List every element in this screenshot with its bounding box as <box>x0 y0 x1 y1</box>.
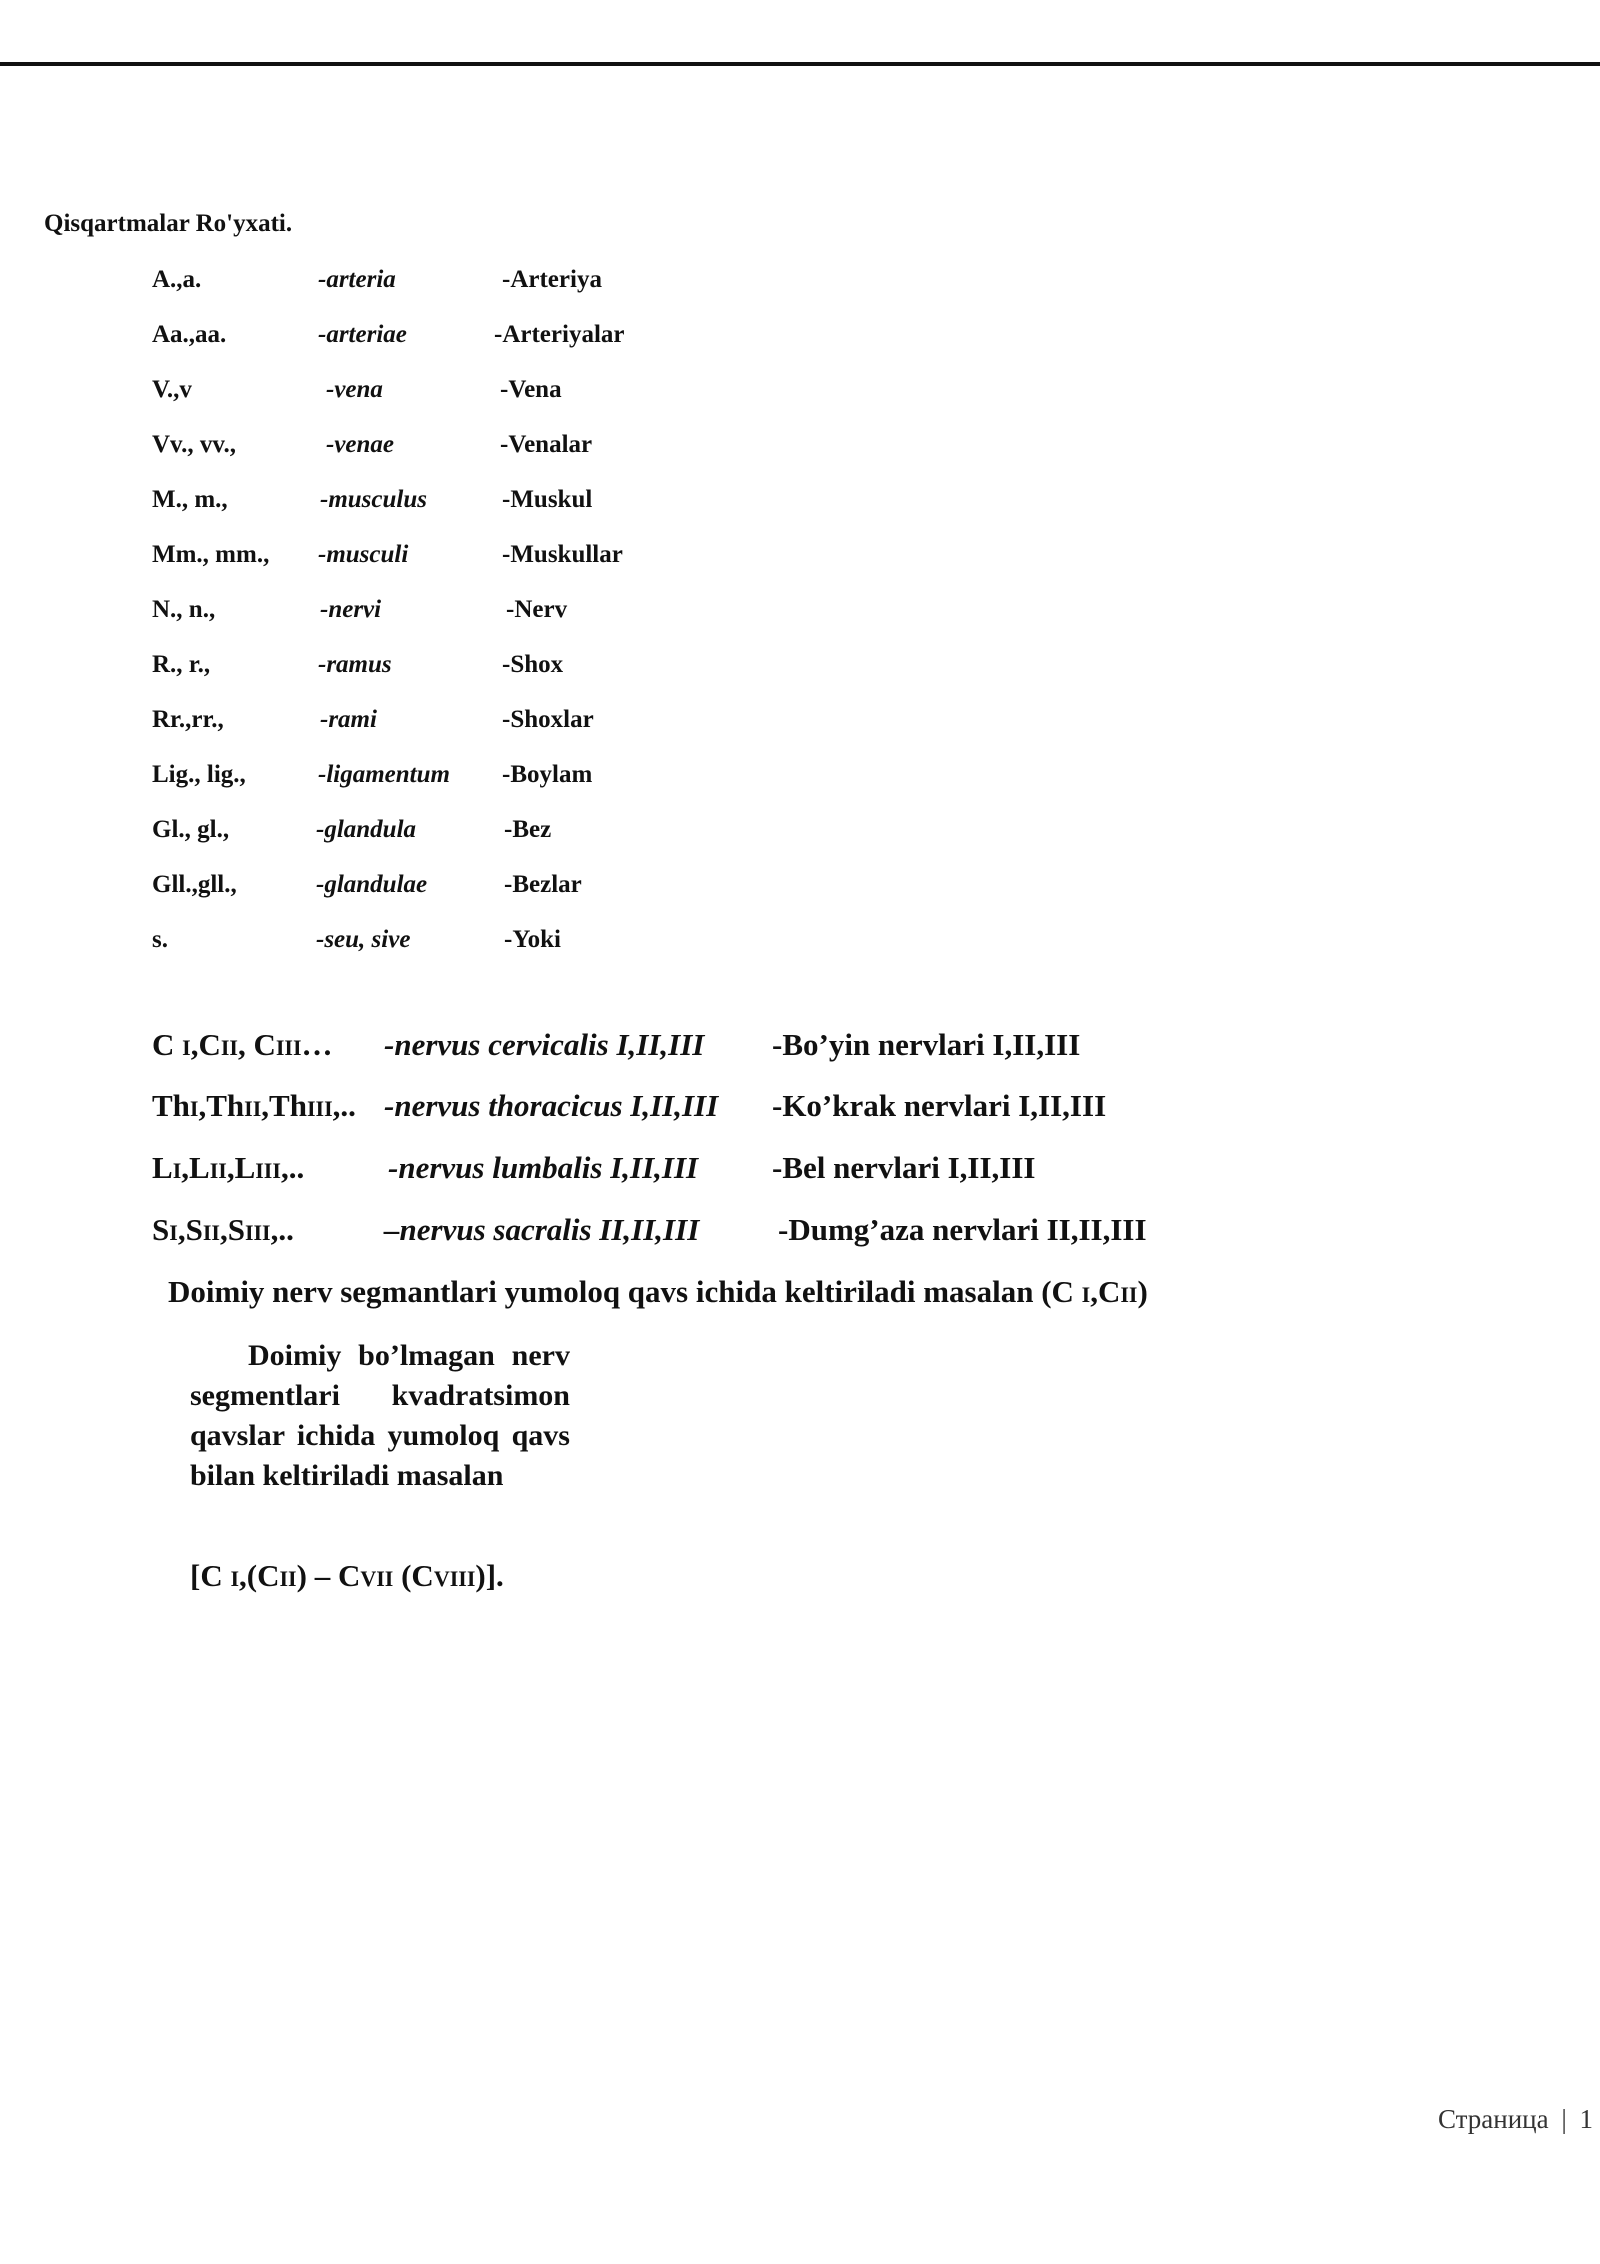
abbreviation: V.,v <box>152 376 192 403</box>
latin-term: -venae <box>326 431 395 458</box>
abbreviation: N., n., <box>152 596 216 623</box>
latin-term: -glandula <box>316 816 417 843</box>
page-number: 1 <box>1579 2104 1594 2134</box>
nerve-abbreviation: SI,SII,SIII,.. <box>152 1212 294 1247</box>
nerve-latin-term: -nervus lumbalis I,II,III <box>388 1150 699 1185</box>
uzbek-term: -Muskullar <box>502 541 623 568</box>
uzbek-term: -Venalar <box>500 431 593 458</box>
header-rule <box>0 62 1600 66</box>
abbreviation: Gll.,gll., <box>152 871 237 898</box>
nerve-abbreviation: ThI,ThII,ThIII,.. <box>152 1088 356 1123</box>
page-label: Страница <box>1438 2104 1549 2134</box>
latin-term: -glandulae <box>316 871 428 898</box>
uzbek-term: -Bez <box>504 816 552 843</box>
uzbek-term: -Shoxlar <box>502 706 594 733</box>
uzbek-term: -Muskul <box>502 486 593 513</box>
nerve-uzbek-term: -Bel nervlari I,II,III <box>772 1150 1036 1185</box>
uzbek-term: -Arteriyalar <box>494 321 625 348</box>
uzbek-term: -Arteriya <box>502 266 602 293</box>
latin-term: -nervi <box>320 596 382 623</box>
page-footer <box>1438 2104 1593 2135</box>
latin-term: -ligamentum <box>318 761 450 788</box>
uzbek-term: -Bezlar <box>504 871 582 898</box>
abbreviation: Vv., vv., <box>152 431 237 458</box>
nerve-uzbek-term: -Ko’krak nervlari I,II,III <box>772 1088 1107 1123</box>
page-separator: | <box>1561 2104 1567 2134</box>
nonpermanent-segments-note: Doimiy bo’lmagan nerv segmentlari kvadratsimon qavslar ichida yumoloq qavs bilan keltiriladi masalan <box>190 1339 570 1492</box>
nerve-uzbek-term: -Dumg’aza nervlari II,II,III <box>778 1212 1147 1247</box>
abbreviation: A.,a. <box>152 266 202 293</box>
nerve-latin-term: –nervus sacralis II,II,III <box>384 1212 700 1247</box>
latin-term: -rami <box>320 706 377 733</box>
nerve-latin-term: -nervus cervicalis I,II,III <box>384 1027 705 1062</box>
nerve-abbreviation: LI,LII,LIII,.. <box>152 1150 305 1185</box>
uzbek-term: -Boylam <box>502 761 593 788</box>
abbreviation: M., m., <box>152 486 228 513</box>
latin-term: -vena <box>326 376 383 403</box>
latin-term: -seu, sive <box>316 926 411 953</box>
permanent-segments-note: Doimiy nerv segmantlari yumoloq qavs ichida keltiriladi masalan (C I,CII) <box>168 1274 1148 1309</box>
latin-term: -musculus <box>320 486 427 513</box>
uzbek-term: -Vena <box>500 376 562 403</box>
uzbek-term: -Shox <box>502 651 564 678</box>
document-title: Qisqartmalar Ro'yxati. <box>44 210 293 237</box>
abbreviation: s. <box>152 926 168 953</box>
abbreviation: R., r., <box>152 651 211 678</box>
abbreviation: Rr.,rr., <box>152 706 224 733</box>
latin-term: -arteriae <box>318 321 407 348</box>
nerve-uzbek-term: -Bo’yin nervlari I,II,III <box>772 1027 1081 1062</box>
nerve-latin-term: -nervus thoracicus I,II,III <box>384 1088 719 1123</box>
abbreviation: Aa.,aa. <box>152 321 227 348</box>
uzbek-term: -Nerv <box>506 596 568 623</box>
latin-term: -musculi <box>318 541 409 568</box>
latin-term: -arteria <box>318 266 396 293</box>
nonpermanent-segments-example: [C I,(CII) – CVII (CVIII)]. <box>190 1558 504 1593</box>
abbreviation: Mm., mm., <box>152 541 270 568</box>
abbreviation: Lig., lig., <box>152 761 246 788</box>
abbreviation: Gl., gl., <box>152 816 230 843</box>
nerve-abbreviation: C I,CII, CIII… <box>152 1027 333 1062</box>
uzbek-term: -Yoki <box>504 926 561 953</box>
latin-term: -ramus <box>318 651 392 678</box>
